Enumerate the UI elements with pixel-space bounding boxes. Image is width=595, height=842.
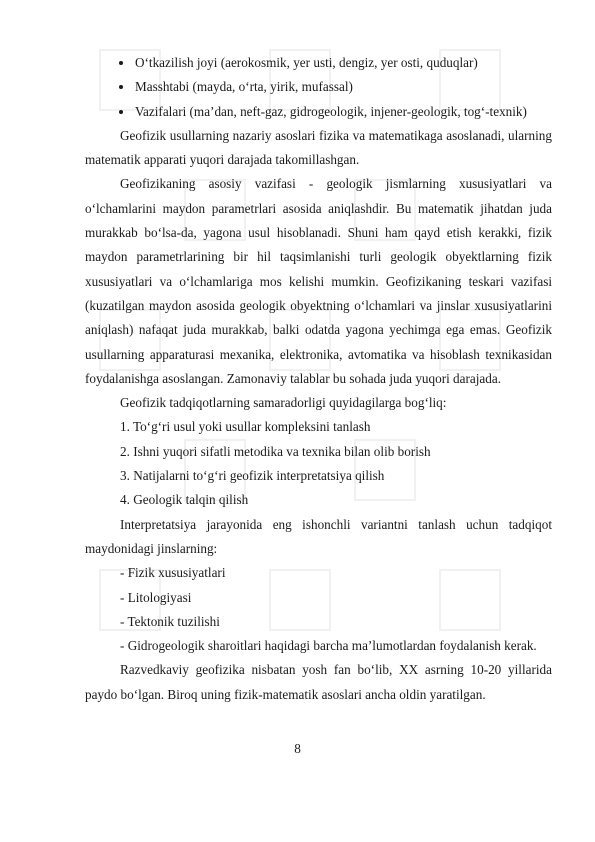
dashed-item: - Fizik xususiyatlari xyxy=(120,565,226,581)
paragraph-history: Razvedkaviy geofizika nisbatan yosh fan bo‘lib, XX asrning 10-20 yillarida paydo bo‘lgan. Biroq uning fizik-matematik asoslari ancha oldin yaratilgan. xyxy=(85,662,552,702)
bullet-item xyxy=(85,51,552,75)
bullet-text: O‘tkazilish joyi (aerokosmik, yer usti, dengiz, yer osti, quduqlar) xyxy=(135,55,478,70)
numbered-item: 2. Ishni yuqori sifatli metodika va texnika bilan olib borish xyxy=(120,443,431,459)
bullet-text: Masshtabi (mayda, o‘rta, yirik, mufassal) xyxy=(135,79,353,95)
document-body xyxy=(85,51,552,707)
bullet-dot-icon xyxy=(119,85,123,89)
numbered-list xyxy=(85,415,552,512)
dashed-item: - Litologiyasi xyxy=(120,589,192,605)
paragraph-main-task: Geofizikaning asosiy vazifasi - geologik jismlarning xususiyatlari va o‘lchamlarini maydon parametrlari asosida aniqlashdir. Bu matematik jihatdan juda murakkab bo‘lsa-da, yagona usul hisoblanadi. Shuni ham qayd etish kerakki, fizik maydon parametrlarining bir hil taqsimlanishi turli geologik obyektlarning fizik xususiyatlari va o‘lchamlariga mos kelishi mumkin. Geofizikaning teskari vazifasi (kuzatilgan maydon asosida geologik obyektning o‘lchamlari va jinslar xususiyatlarini aniqlash) nafaqat juda murakkab, balki odatda yagona yechimga ega emas. Geofizik usullarning apparaturasi mexanika, elektronika, avtomatika va hisoblash texnikasidan foydalanishga asoslangan. Zamonaviy talablar bu sohada juda yuqori darajada. xyxy=(85,176,552,386)
bullet-list xyxy=(85,51,552,124)
page-number: 8 xyxy=(294,741,301,756)
efficiency-intro: Geofizik tadqiqotlarning samaradorligi quyidagilarga bog‘liq: xyxy=(120,395,447,411)
bullet-item xyxy=(85,100,552,124)
numbered-item: 4. Geologik talqin qilish xyxy=(120,492,249,508)
paragraph-interpretation: Interpretatsiya jarayonida eng ishonchli variantni tanlash uchun tadqiqot maydonidagi jinslarning: xyxy=(85,516,552,556)
numbered-item: 3. Natijalarni to‘g‘ri geofizik interpretatsiya qilish xyxy=(120,468,385,484)
bullet-text: Vazifalari (ma’dan, neft-gaz, gidrogeologik, injener-geologik, tog‘-texnik) xyxy=(135,103,527,119)
paragraph-theory: Geofizik usullarning nazariy asoslari fizika va matematikaga asoslanadi, ularning matematik apparati yuqori darajada takomillashgan. xyxy=(85,127,552,168)
paragraph-hydrogeology: - Gidrogeologik sharoitlari haqidagi barcha ma’lumotlardan foydalanish kerak. xyxy=(120,638,537,654)
bullet-item xyxy=(85,75,552,99)
numbered-item: 1. To‘g‘ri usul yoki usullar kompleksini tanlash xyxy=(120,419,371,435)
dashed-list xyxy=(85,561,552,634)
bullet-dot-icon xyxy=(119,61,123,65)
dashed-item: - Tektonik tuzilishi xyxy=(120,613,220,629)
bullet-dot-icon xyxy=(119,110,123,114)
